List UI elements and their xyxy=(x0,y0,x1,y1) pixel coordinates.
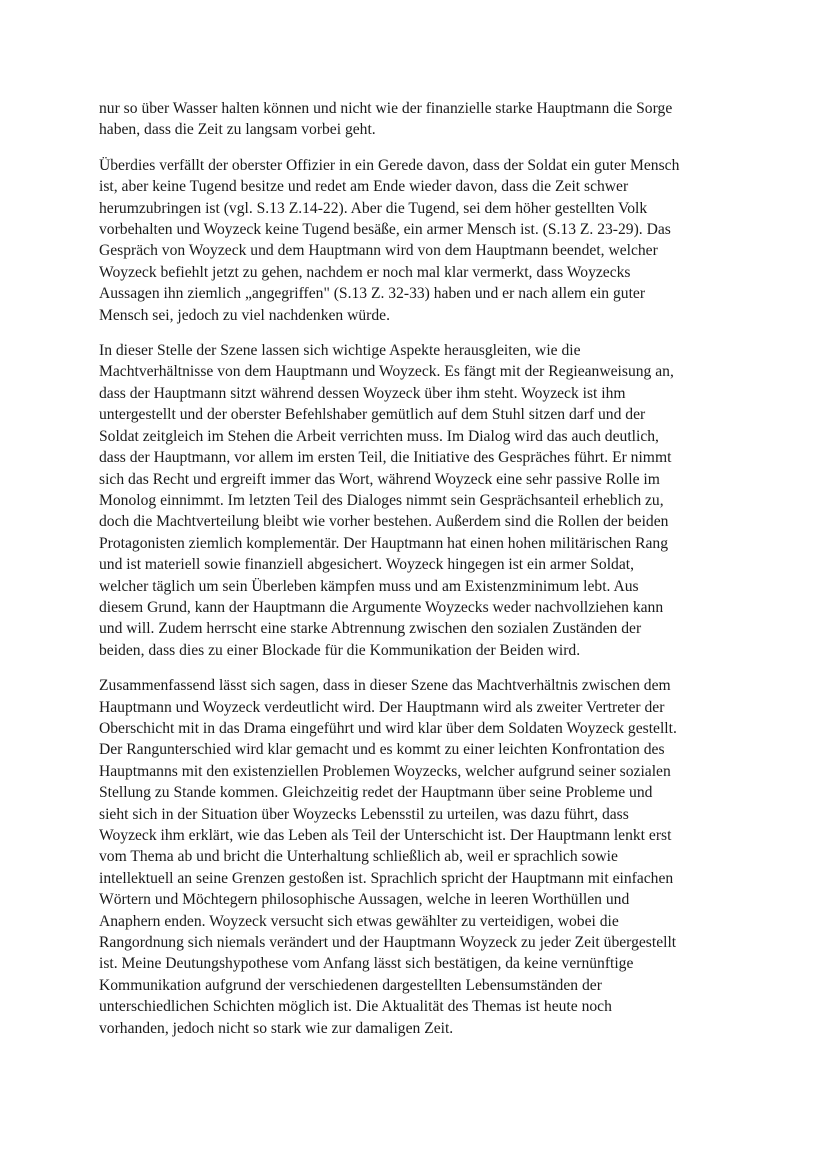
paragraph-1: nur so über Wasser halten können und nicht wie der finanzielle starke Hauptmann die Sorge haben, dass die Zeit zu langsam vorbei geht. xyxy=(99,100,673,139)
paragraph-3: In dieser Stelle der Szene lassen sich wichtige Aspekte herausgleiten, wie die Machtverhältnisse von dem Hauptmann und Woyzeck. Es fängt mit der Regieanweisung an, dass der Hauptmann sitzt während dessen Woyzeck über ihm steht. Woyzeck ist ihm untergestellt und der oberster Befehlshaber gemütlich auf dem Stuhl sitzen darf und der Soldat zeitgleich im Stehen die Arbeit verrichten muss. Im Dialog wird das auch deutlich, dass der Hauptmann, vor allem im ersten Teil, die Initiative des Gespräches führt. Er nimmt sich das Recht und ergreift immer das Wort, während Woyzeck eine sehr passive Rolle im Monolog einnimmt. Im letzten Teil des Dialoges nimmt sein Gesprächsanteil erheblich zu, doch die Machtverteilung bleibt wie vorher bestehen. Außerdem sind die Rollen der beiden Protagonisten ziemlich komplementär. Der Hauptmann hat einen hohen militärischen Rang und ist materiell sowie finanziell abgesichert. Woyzeck hingegen ist ein armer Soldat, welcher täglich um sein Überleben kämpfen muss und am Existenzminimum lebt. Aus diesem Grund, kann der Hauptmann die Argumente Woyzecks weder nachvollziehen kann und will. Zudem herrscht eine starke Abtrennung zwischen den sozialen Zuständen der beiden, dass dies zu einer Blockade für die Kommunikation der Beiden wird. xyxy=(99,342,674,659)
paragraph-2: Überdies verfällt der oberster Offizier in ein Gerede davon, dass der Soldat ein guter Mensch ist, aber keine Tugend besitze und redet am Ende wieder davon, dass die Zeit schwer herumzubringen ist (vgl. S.13 Z.14-22). Aber die Tugend, sei dem höher gestellten Volk vorbehalten und Woyzeck keine Tugend besäße, ein armer Mensch ist. (S.13 Z. 23-29). Das Gespräch von Woyzeck und dem Hauptmann wird von dem Hauptmann beendet, welcher Woyzeck befiehlt jetzt zu gehen, nachdem er noch mal klar vermerkt, dass Woyzecks Aussagen ihn ziemlich „angegriffen" (S.13 Z. 32-33) haben und er nach allem ein guter Mensch sei, jedoch zu viel nachdenken würde. xyxy=(99,156,680,324)
paragraph-4: Zusammenfassend lässt sich sagen, dass in dieser Szene das Machtverhältnis zwischen dem Hauptmann und Woyzeck verdeutlicht wird. Der Hauptmann wird als zweiter Vertreter der Oberschicht mit in das Drama eingeführt und wird klar über dem Soldaten Woyzeck gestellt. Der Rangunterschied wird klar gemacht und es kommt zu einer leichten Konfrontation des Hauptmanns mit den existenziellen Problemen Woyzecks, welcher aufgrund seiner sozialen Stellung zu Stande kommen. Gleichzeitig redet der Hauptmann über seine Probleme und sieht sich in der Situation über Woyzecks Lebensstil zu urteilen, was dazu führt, dass Woyzeck ihm erklärt, wie das Leben als Teil der Unterschicht ist. Der Hauptmann lenkt erst vom Thema ab und bricht die Unterhaltung schließlich ab, weil er sprachlich sowie intellektuell an seine Grenzen gestoßen ist. Sprachlich spricht der Hauptmann mit einfachen Wörtern und Möchtegern philosophische Aussagen, welche in leeren Worthüllen und Anaphern enden. Woyzeck versucht sich etwas gewählter zu verteidigen, wobei die Rangordnung sich niemals verändert und der Hauptmann Woyzeck zu jeder Zeit übergestellt ist. Meine Deutungshypothese vom Anfang lässt sich bestätigen, da keine vernünftige Kommunikation aufgrund der verschiedenen dargestellten Lebensumständen der unterschiedlichen Schichten möglich ist. Die Aktualität des Themas ist heute noch vorhanden, jedoch nicht so stark wie zur damaligen Zeit. xyxy=(99,677,677,1037)
document-page xyxy=(99,98,731,1053)
